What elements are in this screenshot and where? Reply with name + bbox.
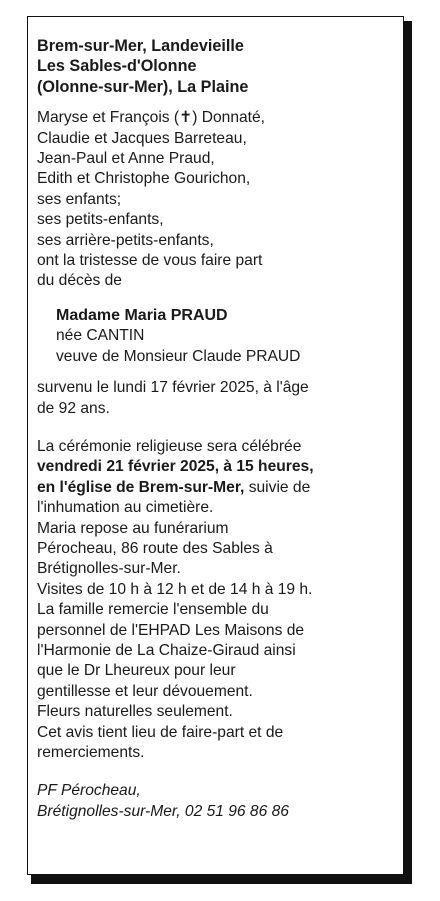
info-line: que le Dr Lheureux pour leur <box>37 662 236 680</box>
family-line: ses enfants; <box>37 190 122 208</box>
info-line: Cet avis tient lieu de faire-part et de <box>37 723 284 741</box>
family-line-prefix: Maryse et François ( <box>37 109 180 127</box>
info-line: personnel de l'EHPAD Les Maisons de <box>37 621 305 639</box>
cross-icon: ✝ <box>179 109 193 127</box>
ceremony-place-rest: suivie de <box>244 478 311 496</box>
info-line: l'Harmonie de La Chaize-Giraud ainsi <box>37 641 296 659</box>
locality-heading <box>37 36 357 97</box>
heading-line: (Olonne-sur-Mer), La Plaine <box>37 77 249 96</box>
ceremony-date-text: vendredi 21 février 2025, à 15 heures, <box>37 458 314 476</box>
signature-line: PF Pérocheau, <box>37 782 141 800</box>
family-line: Claudie et Jacques Barreteau, <box>37 129 247 147</box>
ceremony-info <box>37 437 357 764</box>
info-line: remerciements. <box>37 744 145 761</box>
family-line-suffix: ) Donnaté, <box>192 109 266 127</box>
family-line: ses arrière-petits-enfants, <box>37 231 214 249</box>
info-line: Visites de 10 h à 12 h et de 14 h à 19 h. <box>37 580 313 598</box>
ceremony-line: La cérémonie religieuse sera célébrée <box>37 437 302 455</box>
death-details <box>37 378 357 419</box>
death-line: de 92 ans. <box>37 399 110 417</box>
death-line: survenu le lundi 17 février 2025, à l'âge <box>37 379 309 397</box>
family-line: Jean-Paul et Anne Praud, <box>37 150 215 168</box>
info-line: La famille remercie l'ensemble du <box>37 601 269 619</box>
ceremony-line: l'inhumation au cimetière. <box>37 499 214 517</box>
heading-line: Brem-sur-Mer, Landevieille <box>37 37 244 55</box>
heading-line: Les Sables-d'Olonne <box>37 57 197 76</box>
ceremony-date <box>37 457 357 477</box>
info-line: gentillesse et leur dévouement. <box>37 682 253 700</box>
family-line: Edith et Christophe Gourichon, <box>37 170 251 188</box>
family-line: ses petits-enfants, <box>37 211 164 229</box>
ceremony-place-text: en l'église de Brem-sur-Mer, <box>37 478 245 496</box>
widow-of: veuve de Monsieur Claude PRAUD <box>56 347 301 365</box>
deceased-name: Madame Maria PRAUD <box>56 306 228 324</box>
ceremony-place <box>37 478 357 498</box>
family-line: du décès de <box>37 272 122 290</box>
family-line <box>37 108 357 128</box>
info-line: Fleurs naturelles seulement. <box>37 703 233 721</box>
info-line: Brétignolles-sur-Mer. <box>37 560 181 578</box>
funeral-home-signature <box>37 781 357 822</box>
deceased-block <box>37 306 357 367</box>
info-line: Maria repose au funérarium <box>37 519 229 537</box>
birth-name: née CANTIN <box>56 327 145 345</box>
family-list <box>37 108 357 292</box>
signature-line: Brétignolles-sur-Mer, 02 51 96 86 86 <box>37 802 289 820</box>
info-line: Pérocheau, 86 route des Sables à <box>37 539 273 557</box>
family-line: ont la tristesse de vous faire part <box>37 252 263 270</box>
obituary-content <box>37 36 357 822</box>
